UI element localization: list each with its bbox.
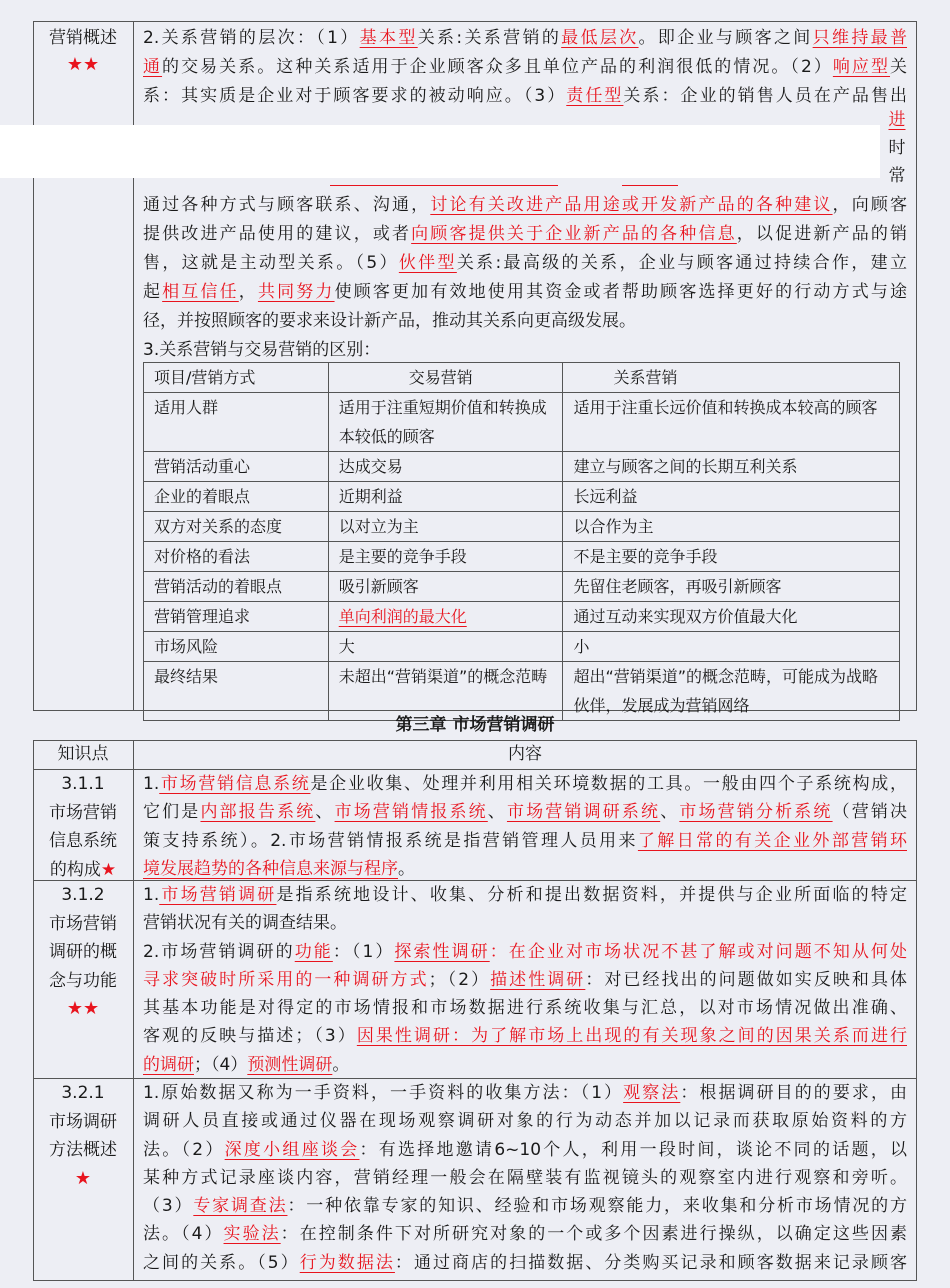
- text-segment: 是企业收集、处理并利用相关环境数据的工具。一般由四个子系统构成，: [310, 774, 908, 794]
- text-segment: ：在控制条件下对所研究对象的一个或多个因素进行操纵，以确定这些因素: [280, 1224, 908, 1245]
- header-knowledge-point: 知识点: [57, 744, 109, 764]
- header-content: 内容: [508, 744, 542, 764]
- text-segment: 2.关系营销的层次：（1）: [143, 28, 360, 48]
- text-segment: ：通过商店的扫描数据、分类购买记录和顾客数据来记录顾客: [394, 1252, 908, 1273]
- text-line: [143, 220, 907, 249]
- highlighted-text: 寻求突破时所采用的一种调研方式: [143, 969, 429, 990]
- text-line: [143, 24, 907, 53]
- highlighted-term: 市场营销调研: [159, 885, 277, 905]
- table-cell: 营销活动重心: [144, 452, 329, 482]
- text-segment: ：（1）: [332, 941, 395, 962]
- highlighted-term: 描述性调研: [490, 969, 586, 990]
- chapter-title: 第三章 市场营销调研: [395, 715, 555, 735]
- text-segment: 、: [660, 802, 680, 823]
- red-underline-fragment: [622, 185, 678, 186]
- text-line: [143, 827, 907, 855]
- table-cell: 超出“营销渠道”的概念范畴，可能成为战略伙伴，发展成为营销网络: [563, 662, 900, 721]
- table-cell: [328, 602, 563, 632]
- text-segment: 其基本功能是对得定的市场情报和市场数据进行系统收集与汇总，以对市场情况做出准确、: [143, 998, 907, 1019]
- text-line: [143, 278, 907, 307]
- edge-chars: [886, 106, 908, 190]
- section-label: 营销概述: [49, 28, 117, 48]
- table-cell: 营销活动的着眼点: [144, 572, 329, 602]
- text-segment: 客观的反映与描述；（3）: [143, 1026, 357, 1047]
- highlighted-term: 因果性调研：为了解市场上出现的有关现象之间的因果关系而进行: [356, 1026, 907, 1047]
- text-segment: ；（4）: [194, 1054, 248, 1075]
- table-cell: 近期利益: [328, 482, 563, 512]
- table-cell: 对价格的看法: [144, 542, 329, 572]
- label-line: 3.2.1: [61, 1083, 105, 1103]
- text-segment: 起: [143, 282, 163, 302]
- text-segment: 某种方式记录座谈内容，营销经理一般会在隔壁装有监视镜头的观察室内进行观察和旁听。: [143, 1167, 907, 1188]
- table-row: [144, 632, 900, 662]
- table-cell: 未超出“营销渠道”的概念范畴: [328, 662, 563, 721]
- text-line: [143, 1136, 907, 1164]
- text-line: [143, 1022, 907, 1050]
- text-segment: 之间的关系。（5）: [143, 1252, 300, 1273]
- table-header-cell: 关系营销: [563, 363, 900, 393]
- table-header-row: [144, 363, 900, 393]
- text-line: [143, 191, 907, 220]
- table-cell: 是主要的竞争手段: [328, 542, 563, 572]
- edge-char: 常: [888, 166, 906, 186]
- text-segment: ，: [238, 282, 258, 302]
- section-1-label-cell: [33, 24, 133, 77]
- highlighted-term: 单向利润的最大化: [338, 607, 467, 626]
- highlighted-term: 预测性调研: [247, 1054, 333, 1075]
- text-line: [143, 798, 907, 826]
- table-cell: 建立与顾客之间的长期互利关系: [563, 452, 900, 482]
- red-underline-fragment: [330, 185, 558, 186]
- text-segment: 通过各种方式与顾客联系、沟通，: [143, 195, 431, 215]
- highlighted-term: 只维持最普: [812, 28, 908, 48]
- highlighted-term: 行为数据法: [299, 1252, 395, 1273]
- table-cell: 以合作为主: [563, 512, 900, 542]
- text-segment: ：有选择地邀请6~10个人，利用一段时间，谈论不同的话题，以: [359, 1139, 907, 1160]
- highlighted-term: 观察法: [623, 1083, 681, 1103]
- text-segment: 系：其实质是企业对于顾客要求的被动响应。（3）: [143, 86, 567, 106]
- text-segment: ：根据调研目的的要求，由: [680, 1083, 908, 1103]
- table-cell: 市场风险: [144, 632, 329, 662]
- paragraph-top: [143, 24, 907, 111]
- text-line: [143, 994, 907, 1022]
- text-segment: 径，并按照顾客的要求来设计新产品，推动其关系向更高级发展。: [143, 311, 636, 331]
- text-line: [143, 1079, 907, 1107]
- text-segment: 关系:最高级的关系，企业与顾客通过持续合作，建立: [456, 253, 907, 273]
- text-segment: 1.: [143, 885, 160, 905]
- label-line: 信息系统: [49, 831, 117, 851]
- text-line: [143, 249, 907, 278]
- highlighted-term: 伙伴型: [398, 253, 457, 273]
- table-row: [144, 572, 900, 602]
- text-line: [143, 307, 907, 336]
- text-segment: 。: [332, 1054, 350, 1075]
- highlighted-term: 基本型: [359, 28, 418, 48]
- label-line: 3.1.2: [61, 885, 105, 905]
- text-segment: ：一种依靠专家的知识、经验和市场观察能力，来收集和分析市场情况的方: [287, 1196, 908, 1217]
- label-line: 念与功能: [49, 970, 117, 991]
- label-line: 3.1.1: [61, 774, 105, 794]
- importance-stars: ★★: [66, 998, 100, 1019]
- text-segment: 3.关系营销与交易营销的区别：: [143, 340, 381, 360]
- text-line: [143, 1249, 907, 1277]
- column-divider: [133, 741, 134, 1280]
- highlighted-term: 内部报告系统: [200, 802, 316, 823]
- highlighted-term: 责任型: [566, 86, 624, 106]
- edge-char: 进: [888, 110, 906, 130]
- highlighted-term: 境发展趋势的各种信息来源与程序: [143, 858, 398, 879]
- table-row: [144, 393, 900, 452]
- text-line: [143, 1051, 907, 1079]
- label-line: 市场调研: [49, 1111, 117, 1132]
- table-cell: 企业的着眼点: [144, 482, 329, 512]
- knowledge-point-label: [33, 1079, 133, 1193]
- table-cell: 通过互动来实现双方价值最大化: [563, 602, 900, 632]
- label-line: 市场营销: [49, 913, 117, 934]
- text-segment: （营销决: [832, 802, 908, 823]
- table-cell: 长远利益: [563, 482, 900, 512]
- table-cell: 双方对关系的态度: [144, 512, 329, 542]
- highlighted-term: 讨论有关改进产品用途或开发新产品的各种建议: [430, 195, 833, 215]
- text-line: [143, 938, 907, 966]
- table-cell: 大: [328, 632, 563, 662]
- table-row: [144, 482, 900, 512]
- text-line: [143, 1164, 907, 1192]
- table-row: [144, 452, 900, 482]
- text-segment: 、: [315, 802, 335, 823]
- label-line: [33, 856, 133, 885]
- text-segment: 是指系统地设计、收集、分析和提出数据资料，并提供与企业所面临的特定: [276, 885, 908, 905]
- table-cell: 适用于注重短期价值和转换成本较低的顾客: [328, 393, 563, 452]
- knowledge-point-label: [33, 770, 133, 884]
- highlighted-term: 共同努力: [257, 282, 335, 302]
- text-line: [143, 909, 907, 937]
- highlighted-term: 最低层次: [561, 28, 639, 48]
- text-line: [143, 881, 907, 909]
- text-segment: ：对已经找出的问题做如实反映和具体: [585, 969, 908, 990]
- highlighted-term: 了解日常的有关企业外部营销环: [637, 830, 907, 851]
- text-line: [143, 855, 907, 883]
- text-segment: （3）: [143, 1196, 194, 1217]
- blank-overlay-band: [0, 125, 880, 178]
- text-line: [143, 82, 907, 111]
- text-line: [143, 53, 907, 82]
- table-header-cell: 项目/营销方式: [144, 363, 329, 393]
- table-row: [144, 512, 900, 542]
- importance-stars: ★: [100, 859, 117, 880]
- text-line: [143, 1192, 907, 1220]
- highlighted-term: 市场营销分析系统: [679, 802, 833, 823]
- edge-char: 时: [888, 138, 906, 158]
- highlighted-term: 功能: [294, 941, 333, 962]
- highlighted-term: 市场营销信息系统: [159, 774, 311, 794]
- highlighted-term: 市场营销情报系统: [334, 802, 488, 823]
- label-line: 方法概述: [49, 1140, 117, 1160]
- table-header-cell: 交易营销: [328, 363, 563, 393]
- text-line: [143, 1220, 907, 1248]
- text-segment: 调研人员直接或通过仪器在现场观察调研对象的行为动态并加以记录而获取原始资料的方: [143, 1111, 907, 1132]
- paragraph-bottom: [143, 191, 907, 365]
- highlighted-text: ：在企业对市场状况不甚了解或对问题不知从何处: [489, 941, 907, 962]
- text-segment: 法。（4）: [143, 1224, 224, 1245]
- text-segment: 关系:关系营销的: [417, 28, 562, 48]
- knowledge-point-label: [33, 881, 133, 1024]
- comparison-table-wrap: [143, 362, 900, 721]
- knowledge-content: [143, 770, 907, 883]
- text-line: [143, 336, 907, 365]
- highlighted-term: 探索性调研: [394, 941, 490, 962]
- text-segment: 。即企业与顾客之间: [638, 28, 813, 48]
- label-line: 的构成: [49, 859, 101, 880]
- knowledge-content: [143, 881, 907, 1079]
- text-segment: 使顾客更加有效地使用其资金或者帮助顾客选择更好的行动方式与途: [334, 282, 908, 302]
- label-line: 市场营销: [49, 802, 117, 823]
- highlighted-term: 市场营销调研系统: [506, 802, 661, 823]
- text-line: [143, 770, 907, 798]
- highlighted-term: 深度小组座谈会: [224, 1139, 360, 1160]
- text-segment: 的交易关系。这种关系适用于企业顾客众多且单位产品的利润很低的情况。（2）: [162, 57, 833, 77]
- table-cell: 适用人群: [144, 393, 329, 452]
- importance-stars: ★★: [66, 54, 100, 75]
- highlighted-term: 专家调查法: [193, 1196, 288, 1217]
- table-cell: 营销管理追求: [144, 602, 329, 632]
- table-cell: 最终结果: [144, 662, 329, 721]
- table-cell: 先留住老顾客，再吸引新顾客: [563, 572, 900, 602]
- table-cell: 吸引新顾客: [328, 572, 563, 602]
- text-segment: 策支持系统）。2.市场营销情报系统是指营销管理人员用来: [143, 830, 638, 851]
- text-segment: 1.原始数据又称为一手资料，一手资料的收集方法：（1）: [143, 1083, 624, 1103]
- text-segment: 2.市场营销调研的: [143, 941, 295, 962]
- table-row: [144, 542, 900, 572]
- text-segment: ，以促进新产品的销: [736, 224, 908, 244]
- text-segment: ，向顾客: [832, 195, 908, 215]
- highlighted-term: 实验法: [223, 1224, 281, 1245]
- table-cell: 不是主要的竞争手段: [563, 542, 900, 572]
- text-segment: 1.: [143, 774, 160, 794]
- highlighted-term: 响应型: [832, 57, 891, 77]
- text-line: [143, 966, 907, 994]
- highlighted-term: 通: [143, 57, 163, 77]
- text-segment: 关系：企业的销售人员在产品售出: [623, 86, 908, 106]
- table-cell: 以对立为主: [328, 512, 563, 542]
- text-segment: 提供改进产品使用的建议，或者: [143, 224, 412, 244]
- text-segment: 售，这就是主动型关系。（5）: [143, 253, 399, 273]
- importance-stars: ★: [74, 1167, 92, 1189]
- text-segment: 、: [487, 802, 507, 823]
- table-cell: 适用于注重长远价值和转换成本较高的顾客: [563, 393, 900, 452]
- text-segment: 营销状况有关的调查结果。: [143, 913, 347, 934]
- text-segment: 法。（2）: [143, 1139, 225, 1160]
- text-segment: ；（2）: [428, 969, 491, 990]
- knowledge-content: [143, 1079, 907, 1277]
- text-segment: 关: [890, 57, 908, 77]
- comparison-table: [143, 362, 900, 721]
- text-line: [143, 1107, 907, 1135]
- table-cell: 达成交易: [328, 452, 563, 482]
- highlighted-term: 的调研: [143, 1054, 194, 1075]
- label-line: 调研的概: [49, 942, 117, 962]
- highlighted-term: 相互信任: [162, 282, 239, 302]
- highlighted-term: 向顾客提供关于企业新产品的各种信息: [411, 224, 737, 244]
- table-row: [144, 602, 900, 632]
- table-cell: 小: [563, 632, 900, 662]
- text-segment: 。: [398, 858, 415, 879]
- text-segment: 它们是: [143, 802, 201, 823]
